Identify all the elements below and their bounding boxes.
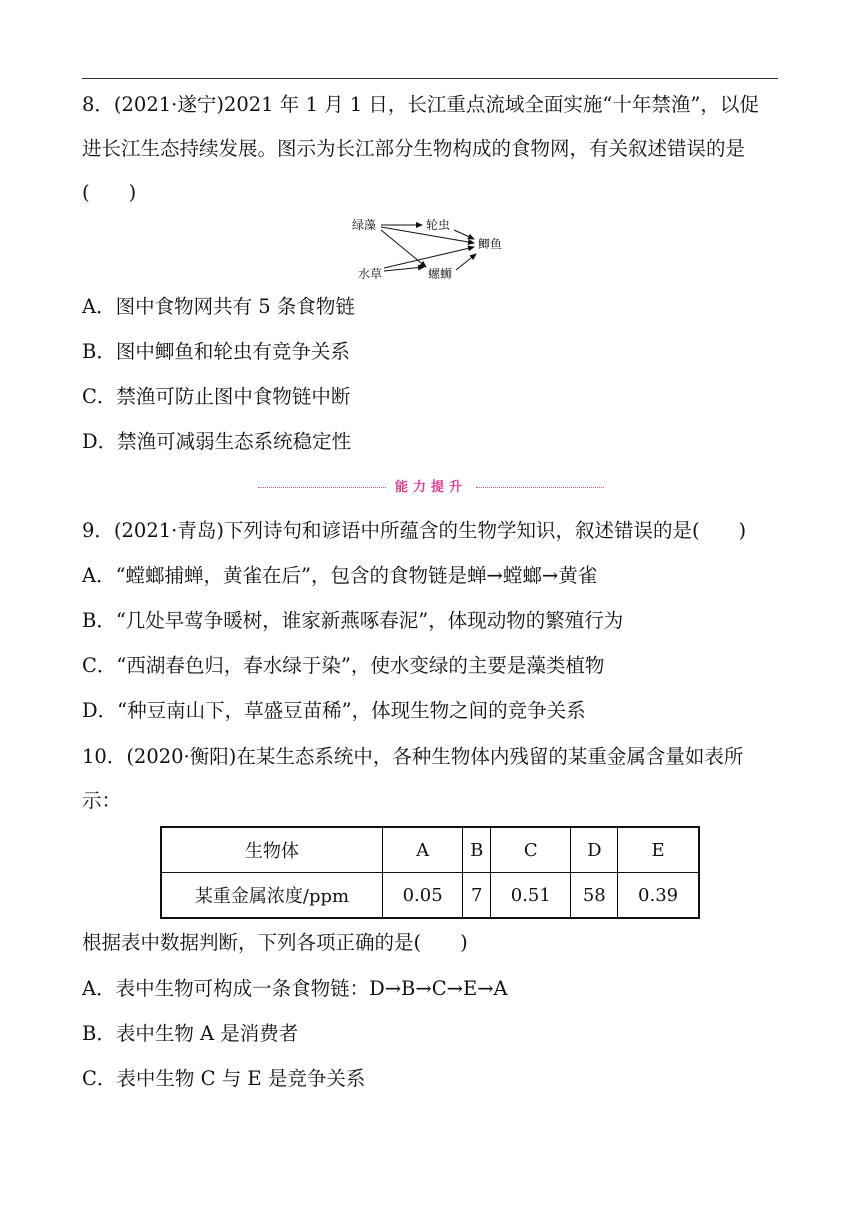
q9-option-c: C．“西湖春色归，春水绿于染”，使水变绿的主要是藻类植物 <box>82 654 605 677</box>
q10-prompt: 根据表中数据判断，下列各项正确的是( ) <box>82 931 468 954</box>
q8-stem-line3: ( ) <box>82 181 137 204</box>
q9-option-a: A．“螳螂捕蝉，黄雀在后”，包含的食物链是蝉→螳螂→黄雀 <box>82 564 598 587</box>
q10-stem-line1: 10．(2020·衡阳)在某生态系统中，各种生物体内残留的某重金属含量如表所 <box>82 745 744 768</box>
table-header-row <box>161 827 699 873</box>
table-cell: A <box>383 827 463 873</box>
food-web-diagram <box>352 210 512 288</box>
section-divider <box>258 476 604 500</box>
q8-option-b: B．图中鲫鱼和轮虫有竞争关系 <box>82 340 350 363</box>
arrow-rotifer-carp <box>454 230 474 239</box>
node-green-algae: 绿藻 <box>352 218 377 232</box>
table-cell: C <box>491 827 571 873</box>
q8-option-c: C．禁渔可防止图中食物链中断 <box>82 385 351 408</box>
q8-option-a: A．图中食物网共有 5 条食物链 <box>82 295 355 318</box>
heavy-metal-table <box>160 826 700 919</box>
q8-option-d: D．禁渔可减弱生态系统稳定性 <box>82 430 352 453</box>
node-water-grass: 水草 <box>358 267 383 281</box>
table-cell: B <box>463 827 491 873</box>
node-rotifer: 轮虫 <box>426 218 451 232</box>
table-cell: D <box>571 827 618 873</box>
arrow-grass-snail <box>384 267 424 271</box>
table-cell: 0.05 <box>383 873 463 919</box>
table-cell: 某重金属浓度/ppm <box>161 873 383 919</box>
arrow-snail-carp <box>456 254 476 270</box>
arrow-grass-carp <box>384 247 474 268</box>
q10-option-b: B．表中生物 A 是消费者 <box>82 1022 299 1045</box>
top-rule <box>82 78 778 79</box>
q10-stem-line2: 示： <box>82 789 122 812</box>
table-cell: 生物体 <box>161 827 383 873</box>
q8-stem-line2: 进长江生态持续发展。图示为长江部分生物构成的食物网，有关叙述错误的是 <box>82 137 746 160</box>
q9-option-d: D．“种豆南山下，草盛豆苗稀”，体现生物之间的竞争关系 <box>82 699 586 722</box>
table-cell: 7 <box>463 873 491 919</box>
q10-option-c: C．表中生物 C 与 E 是竞争关系 <box>82 1067 366 1090</box>
node-snail: 螺蛳 <box>428 267 453 281</box>
arrow-algae-snail <box>381 230 426 267</box>
q9-option-b: B．“几处早莺争暖树，谁家新燕啄春泥”，体现动物的繁殖行为 <box>82 609 624 632</box>
table-cell: 0.51 <box>491 873 571 919</box>
section-title: 能力提升 <box>394 480 467 495</box>
table-cell: 0.39 <box>618 873 699 919</box>
q8-stem-line1: 8．(2021·遂宁)2021 年 1 月 1 日，长江重点流域全面实施“十年禁渔”，以促 <box>82 93 759 116</box>
table-cell: E <box>618 827 699 873</box>
q10-option-a: A．表中生物可构成一条食物链：D→B→C→E→A <box>82 977 508 1000</box>
divider-dots-left <box>258 487 386 488</box>
q9-stem: 9．(2021·青岛)下列诗句和谚语中所蕴含的生物学知识，叙述错误的是( ) <box>82 519 747 542</box>
divider-dots-right <box>476 487 604 488</box>
table-cell: 58 <box>571 873 618 919</box>
node-crucian-carp: 鲫鱼 <box>478 237 503 251</box>
table-row <box>161 873 699 919</box>
